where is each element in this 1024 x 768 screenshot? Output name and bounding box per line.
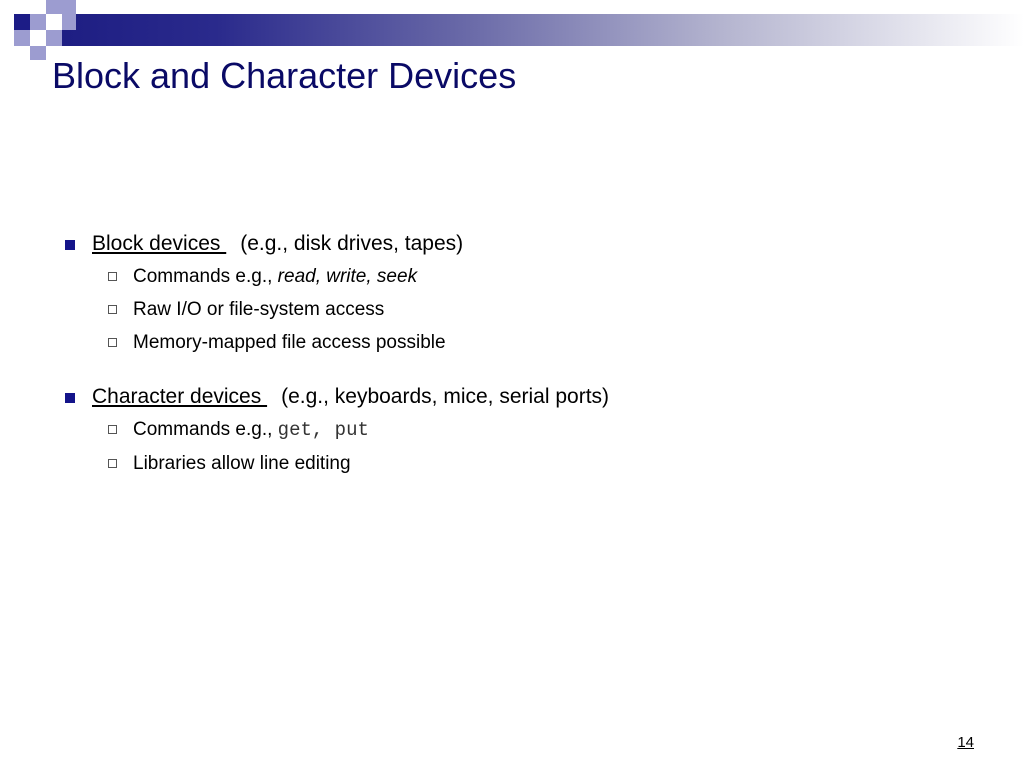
sub-bullet-text: Memory-mapped file access possible <box>133 332 446 353</box>
corner-square-decoration <box>46 0 62 14</box>
hollow-square-bullet-icon <box>108 305 117 314</box>
bullet-detail: (e.g., disk drives, tapes) <box>240 232 464 255</box>
bullet-term-link[interactable]: Character devices <box>92 385 268 408</box>
sub-bullet-emphasis: read, write, seek <box>277 266 418 287</box>
bullet-item <box>60 381 980 413</box>
bullet-term-link[interactable]: Block devices <box>92 232 227 255</box>
square-bullet-icon <box>65 240 75 250</box>
slide-content <box>60 228 980 480</box>
bullet-block-devices <box>60 228 980 359</box>
bullet-character-devices <box>60 381 980 480</box>
corner-square-decoration <box>30 0 46 14</box>
sub-bullet-text: Libraries allow line editing <box>133 453 351 474</box>
corner-square-decoration <box>30 30 46 46</box>
corner-square-decoration <box>62 0 76 14</box>
sub-bullet-item <box>60 413 980 447</box>
sub-bullet-list <box>60 260 980 359</box>
page-number-link[interactable]: 14 <box>957 734 974 751</box>
sub-bullet-list <box>60 413 980 480</box>
corner-square-decoration <box>30 46 46 60</box>
sub-bullet-text: Commands e.g., <box>133 266 278 287</box>
corner-square-decoration <box>62 14 76 30</box>
square-bullet-icon <box>65 393 75 403</box>
hollow-square-bullet-icon <box>108 459 117 468</box>
sub-bullet-item <box>60 260 980 293</box>
sub-bullet-item <box>60 447 980 480</box>
bullet-item <box>60 228 980 260</box>
corner-square-decoration <box>14 14 30 30</box>
slide-title: Block and Character Devices <box>52 55 517 96</box>
corner-square-decoration <box>30 14 46 30</box>
corner-square-decoration <box>14 30 30 46</box>
corner-square-decoration <box>46 30 62 46</box>
sub-bullet-text: Raw I/O or file-system access <box>133 299 385 320</box>
sub-bullet-code: get, put <box>277 419 369 441</box>
sub-bullet-item <box>60 293 980 326</box>
corner-square-decoration <box>46 14 62 30</box>
hollow-square-bullet-icon <box>108 272 117 281</box>
sub-bullet-item <box>60 326 980 359</box>
hollow-square-bullet-icon <box>108 425 117 434</box>
sub-bullet-text: Commands e.g., <box>133 419 278 440</box>
bullet-detail: (e.g., keyboards, mice, serial ports) <box>281 385 610 408</box>
hollow-square-bullet-icon <box>108 338 117 347</box>
header-gradient-band <box>14 14 1024 46</box>
